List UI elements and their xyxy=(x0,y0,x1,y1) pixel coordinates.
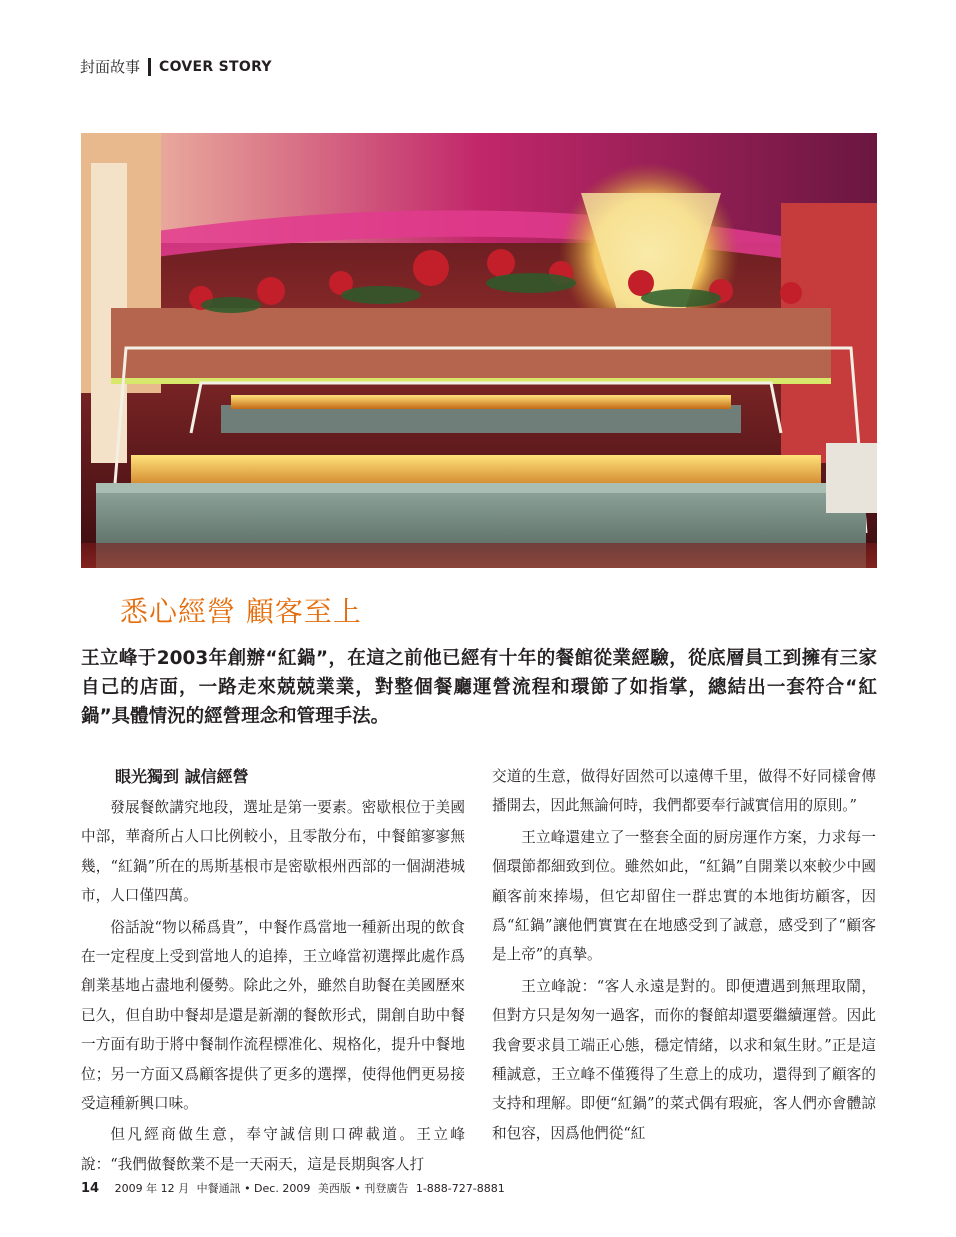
footer-date: 2009 年 12 月 xyxy=(114,1182,190,1195)
buffet-photo xyxy=(81,133,877,568)
page-number: 14 xyxy=(81,1181,100,1196)
footer-phone: 1-888-727-8881 xyxy=(415,1182,505,1195)
section-header xyxy=(80,56,272,77)
column-left xyxy=(81,762,465,1181)
footer-magazine: 中餐通訊 • Dec. 2009 xyxy=(196,1182,311,1195)
body-paragraph: 發展餐飲講究地段，選址是第一要素。密歇根位于美國中部，華裔所占人口比例較小，且零散分布，中餐館寥寥無幾，“紅鍋”所在的馬斯基根市是密歇根州西部的一個湖港城市，人口僅四萬。 xyxy=(81,799,465,905)
body-paragraph-continued: 交道的生意，做得好固然可以遠傳千里，做得不好同樣會傳播開去，因此無論何時，我們都要奉行誠實信用的原則。” xyxy=(492,768,876,815)
section-divider xyxy=(148,58,151,76)
article-subhead: 眼光獨到 誠信經營 xyxy=(115,767,249,786)
body-paragraph: 王立峰還建立了一整套全面的厨房運作方案，力求每一個環節都細致到位。雖然如此，“紅鍋”自開業以來較少中國顧客前來捧場，但它却留住一群忠實的本地街坊顧客，因爲“紅鍋”讓他們實實在在地感受到了誠意，感受到了“顧客是上帝”的真摯。 xyxy=(492,828,876,964)
section-label-chinese: 封面故事 xyxy=(80,58,141,76)
body-paragraph: 俗話說“物以稀爲貴”，中餐作爲當地一種新出現的飲食在一定程度上受到當地人的追捧，王立峰當初選擇此處作爲創業基地占盡地利優勢。除此之外，雖然自助餐在美國歷來已久，但自助中餐却是還是新潮的餐飲形式，開創自助中餐一方面有助于將中餐制作流程標准化、規格化，提升中餐地位；另一方面又爲顧客提供了更多的選擇，使得他們更易接受這種新興口味。 xyxy=(81,918,465,1113)
body-paragraph: 但凡經商做生意，奉守誠信則口碑載道。王立峰說：“我們做餐飲業不是一天兩天，這是長期與客人打 xyxy=(81,1126,465,1173)
article-lead: 王立峰于2003年創辦“紅鍋”，在這之前他已經有十年的餐館從業經驗，從底層員工到擁有三家自己的店面，一路走來兢兢業業，對整個餐廳運營流程和環節了如指掌，總結出一套符合“紅鍋”具體情況的經營理念和管理手法。 xyxy=(81,648,877,727)
footer-edition: 美西版 • 刊登廣告 xyxy=(317,1182,409,1195)
column-right xyxy=(492,762,876,1150)
article-headline: 悉心經營 顧客至上 xyxy=(120,595,362,628)
page-footer xyxy=(81,1180,509,1196)
body-paragraph: 王立峰說：“客人永遠是對的。即便遭遇到無理取鬧，但對方只是匆匆一過客，而你的餐館却還要繼續運營。因此我會要求員工端正心態，穩定情緒，以求和氣生財。”正是這種誠意，王立峰不僅獲得了生意上的成功，還得到了顧客的支持和理解。即便“紅鍋”的菜式偶有瑕疵，客人們亦會體諒和包容，因爲他們從“紅 xyxy=(492,977,876,1142)
section-label-english: COVER STORY xyxy=(159,58,272,75)
